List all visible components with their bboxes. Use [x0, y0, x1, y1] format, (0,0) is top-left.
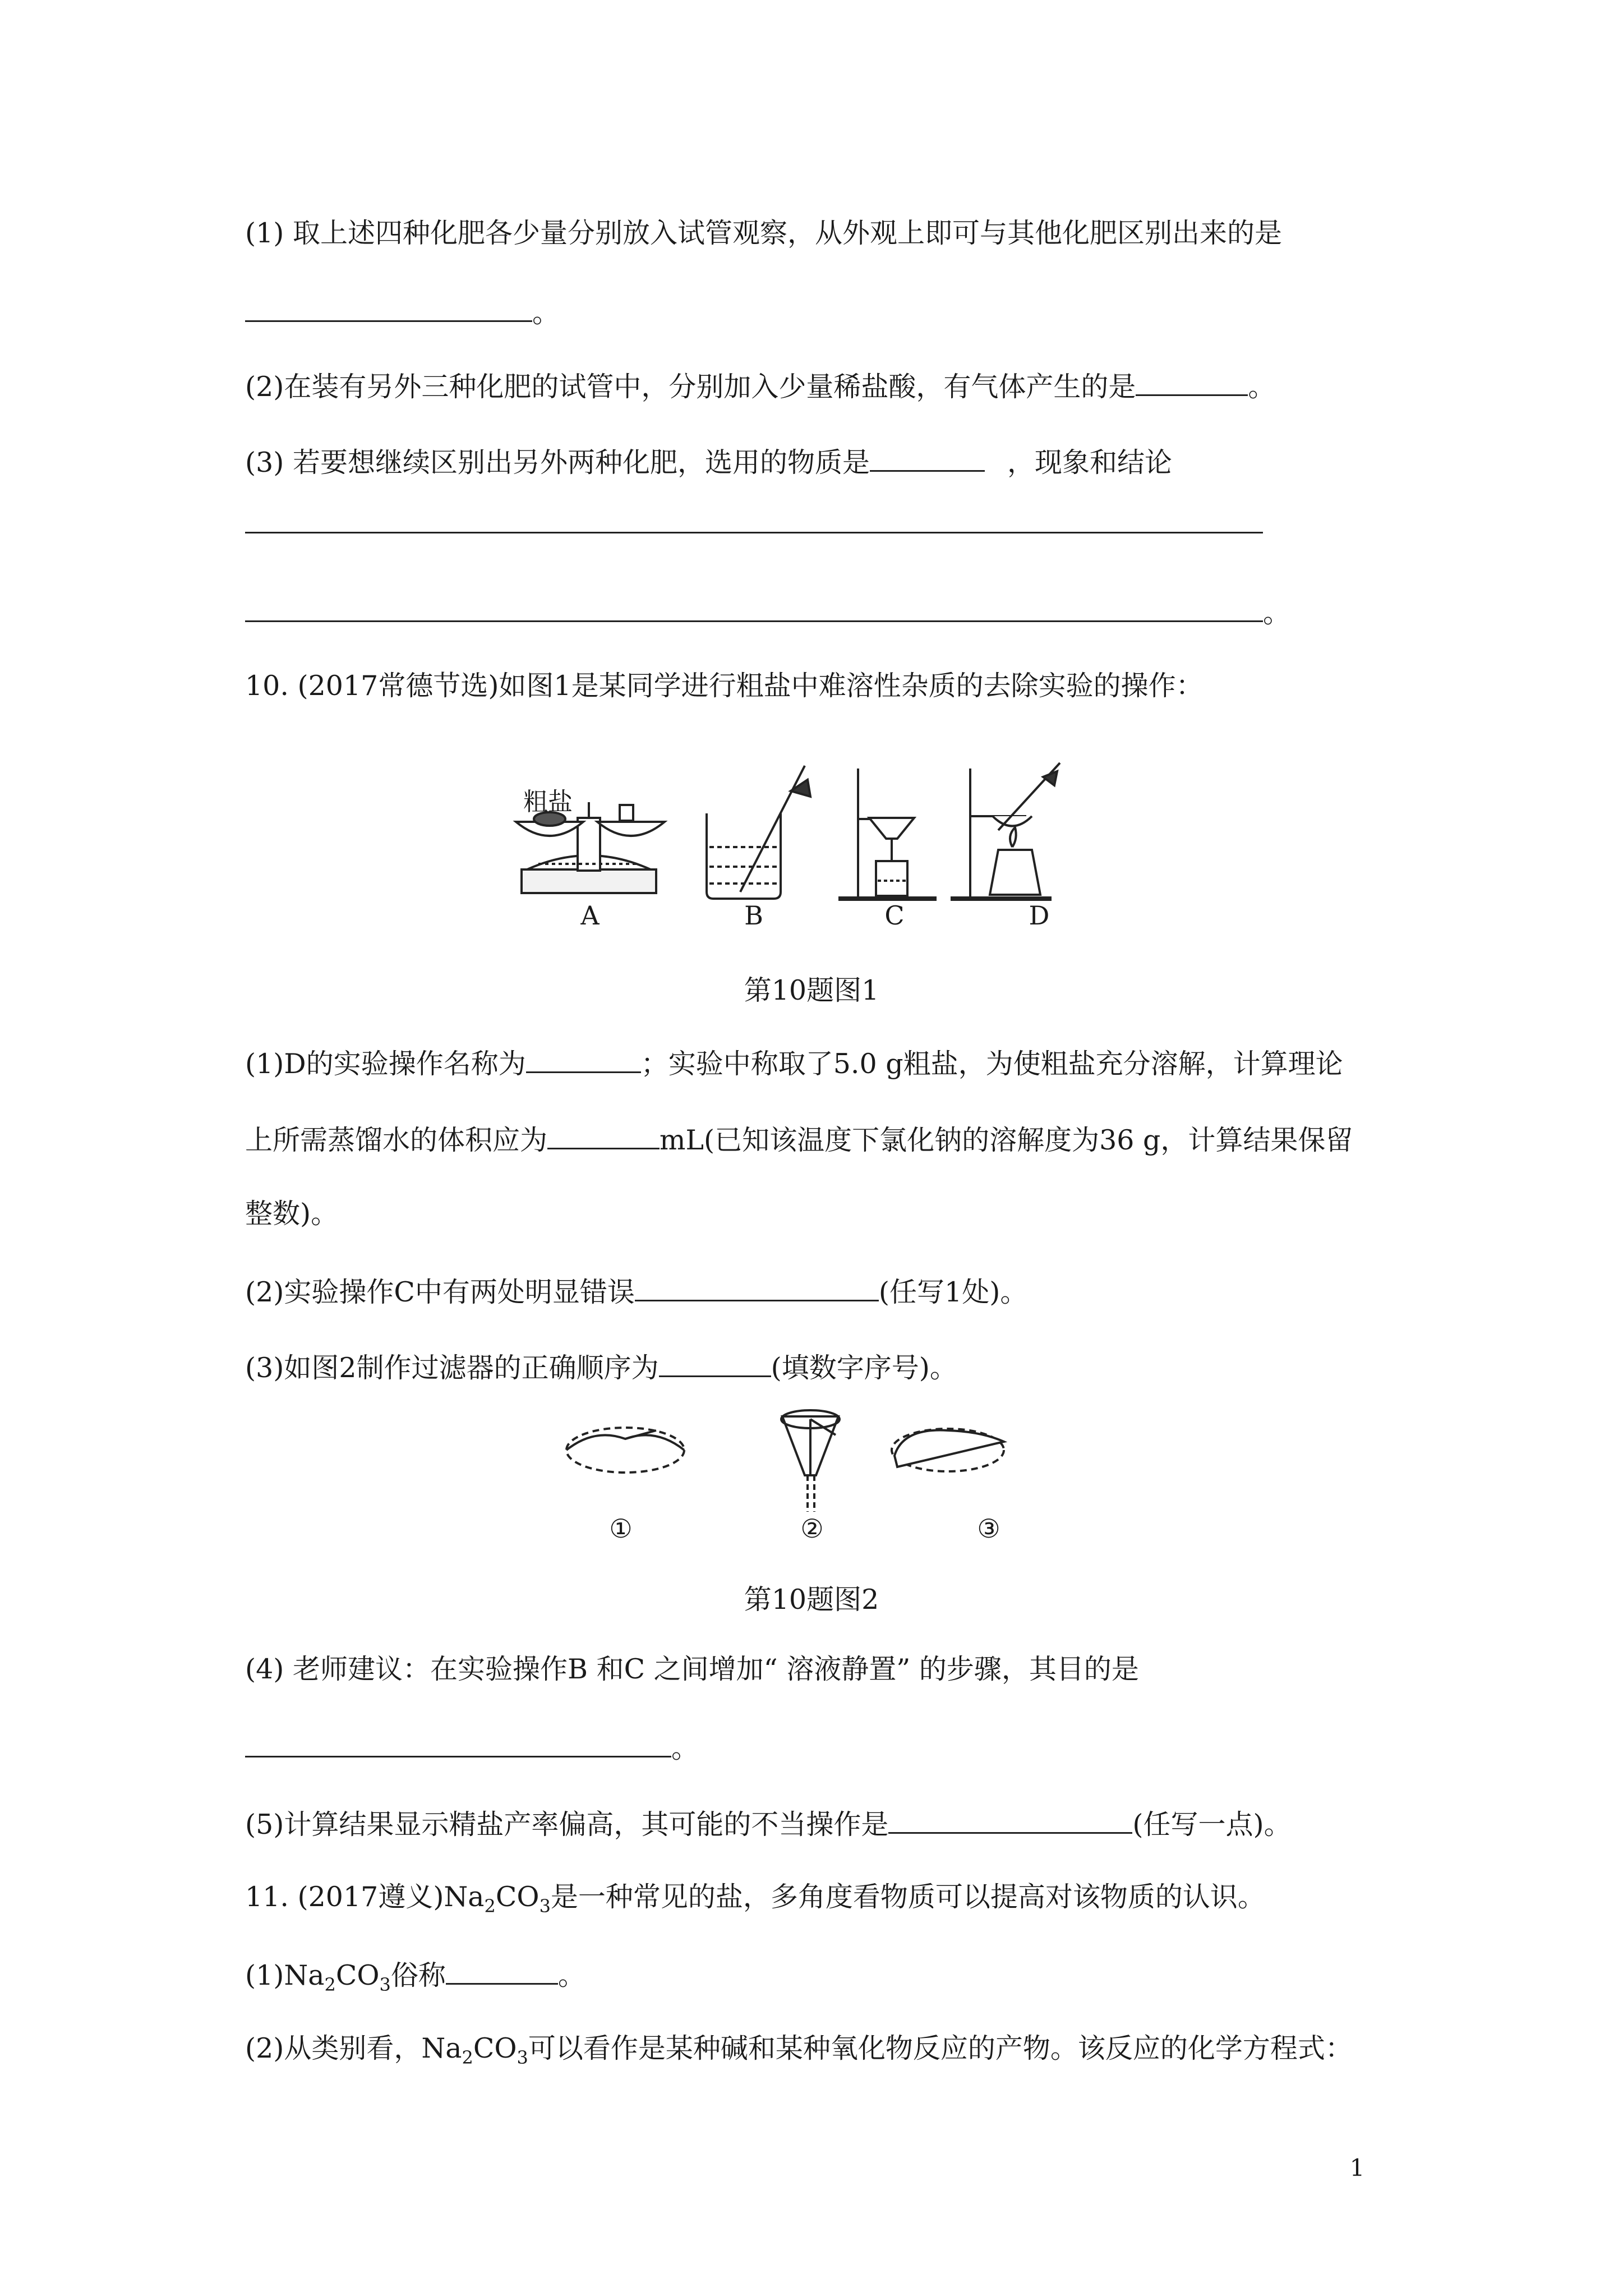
q11-part2-a: (2)从类别看，Na: [245, 2032, 462, 2064]
fig2-label-3: ③: [977, 1513, 1000, 1544]
q9-part3-text-b: ，现象和结论: [1007, 447, 1173, 478]
q10-part1-blank-2[interactable]: [547, 1121, 660, 1149]
q10-part1-blank-1[interactable]: [526, 1045, 641, 1073]
q11-part1-blank[interactable]: [446, 1956, 558, 1985]
q11-part2-b: CO: [473, 2032, 517, 2064]
beaker-stirring-icon: [707, 766, 810, 899]
q10-part5-line: [245, 1805, 1292, 1842]
q9-part3-blank[interactable]: [870, 443, 985, 472]
q11-intro-sub1: 2: [484, 1895, 496, 1917]
fig1-caption: 第10题图1: [744, 974, 879, 1006]
q10-part1-line3: 整数)。: [245, 1198, 339, 1230]
filter-funnel-icon: [781, 1410, 840, 1512]
q11-part1-a: (1)Na: [245, 1959, 325, 1991]
q10-part1-line1: [245, 1045, 1343, 1081]
q9-part1-end: 。: [532, 297, 560, 329]
q10-part4-blank[interactable]: [245, 1729, 671, 1757]
q9-part1-blank[interactable]: [245, 293, 532, 322]
q9-part2-blank[interactable]: [1136, 367, 1248, 396]
evaporation-icon: [951, 763, 1060, 899]
q10-part4-answer-line: [245, 1729, 699, 1765]
q11-part2-c: 可以看作是某种碱和某种氧化物反应的产物。该反应的化学方程式：: [528, 2032, 1353, 2064]
fig1-label-d: D: [1029, 900, 1050, 931]
coarse-salt-label: 粗盐: [523, 788, 573, 816]
q11-intro-a: 11. (2017遵义)Na: [245, 1881, 485, 1913]
q11-intro: [245, 1880, 1265, 1917]
q10-part4-end: 。: [671, 1732, 699, 1764]
q9-part3-end: 。: [1263, 597, 1291, 629]
q10-part5-blank[interactable]: [888, 1805, 1132, 1834]
q11-part1-end: 。: [557, 1959, 585, 1991]
q10-part1-text-a: (1)D的实验操作名称为: [245, 1048, 526, 1080]
filtration-icon: [838, 769, 937, 899]
fig1-label-b: B: [744, 900, 763, 931]
q9-part3-answer-line-2[interactable]: [245, 593, 1263, 622]
fig2-label-2: ②: [800, 1513, 824, 1544]
q11-part1-line: [245, 1956, 585, 1993]
q9-part3-answer-line-2-wrap: [245, 593, 1290, 630]
q10-part3-text-b: (填数字序号)。: [771, 1352, 957, 1384]
q10-part2-line: [245, 1273, 1027, 1309]
q10-part3-blank[interactable]: [659, 1349, 771, 1377]
q9-part3-text-a: (3) 若要想继续区别出另外两种化肥，选用的物质是: [245, 447, 870, 478]
fig2-label-1: ①: [609, 1513, 633, 1544]
q9-part3-answer-line-1[interactable]: [245, 515, 1263, 533]
q10-part2-text-a: (2)实验操作C中有两处明显错误: [245, 1276, 635, 1308]
q10-part3-line: [245, 1349, 957, 1385]
q11-intro-c: 是一种常见的盐，多角度看物质可以提高对该物质的认识。: [550, 1881, 1265, 1913]
q10-part2-blank[interactable]: [635, 1273, 879, 1301]
q9-part1-answer-line: [245, 293, 560, 330]
q10-part2-text-b: (任写1处)。: [878, 1276, 1028, 1308]
q11-part1-sub2: 3: [379, 1973, 391, 1995]
q11-part2-sub2: 3: [517, 2046, 528, 2068]
page-number: 1: [1349, 2154, 1365, 2182]
q10-part3-text-a: (3)如图2制作过滤器的正确顺序为: [245, 1352, 659, 1384]
q10-part1-line2: [245, 1121, 1353, 1157]
q10-part1-text-d: mL(已知该温度下氯化钠的溶解度为36 g，计算结果保留: [660, 1124, 1353, 1156]
q10-part1-text-c: 上所需蒸馏水的体积应为: [245, 1124, 548, 1156]
q9-part2-line: [245, 367, 1275, 404]
q10-part5-text-a: (5)计算结果显示精盐产率偏高，其可能的不当操作是: [245, 1809, 889, 1841]
q10-part1-text-b: ；实验中称取了5.0 g粗盐，为使粗盐充分溶解，计算理论: [640, 1048, 1343, 1080]
folded-filter-paper-icon: [566, 1428, 684, 1473]
q11-intro-sub2: 3: [539, 1895, 551, 1917]
q9-part3-line: [245, 443, 1172, 480]
q11-part2-sub1: 2: [462, 2046, 473, 2068]
q11-part1-b: CO: [335, 1959, 380, 1991]
figure-2-filter-paper: [561, 1414, 1066, 1526]
q9-part2-text: (2)在装有另外三种化肥的试管中，分别加入少量稀盐酸，有气体产生的是: [245, 371, 1136, 403]
q11-intro-b: CO: [495, 1881, 540, 1913]
q9-part1-line: [245, 217, 1282, 250]
q10-part4-line: (4) 老师建议：在实验操作B 和C 之间增加“ 溶液静置” 的步骤，其目的是: [245, 1653, 1139, 1685]
q10-part5-text-b: (任写一点)。: [1132, 1809, 1292, 1841]
q9-part1-text: (1) 取上述四种化肥各少量分别放入试管观察，从外观上即可与其他化肥区别出来的是: [245, 217, 1282, 249]
q11-part2-line: [245, 2032, 1353, 2068]
q11-part1-c: 俗称: [390, 1959, 446, 1991]
fig2-caption: 第10题图2: [744, 1584, 879, 1616]
fig1-label-a: A: [580, 900, 600, 931]
q10-intro: 10. (2017常德节选)如图1是某同学进行粗盐中难溶性杂质的去除实验的操作：: [245, 670, 1204, 702]
half-folded-filter-paper-icon: [892, 1429, 1004, 1471]
fig1-label-c: C: [884, 900, 905, 931]
q9-part2-end: 。: [1248, 371, 1276, 403]
q11-part1-sub1: 2: [324, 1973, 336, 1995]
